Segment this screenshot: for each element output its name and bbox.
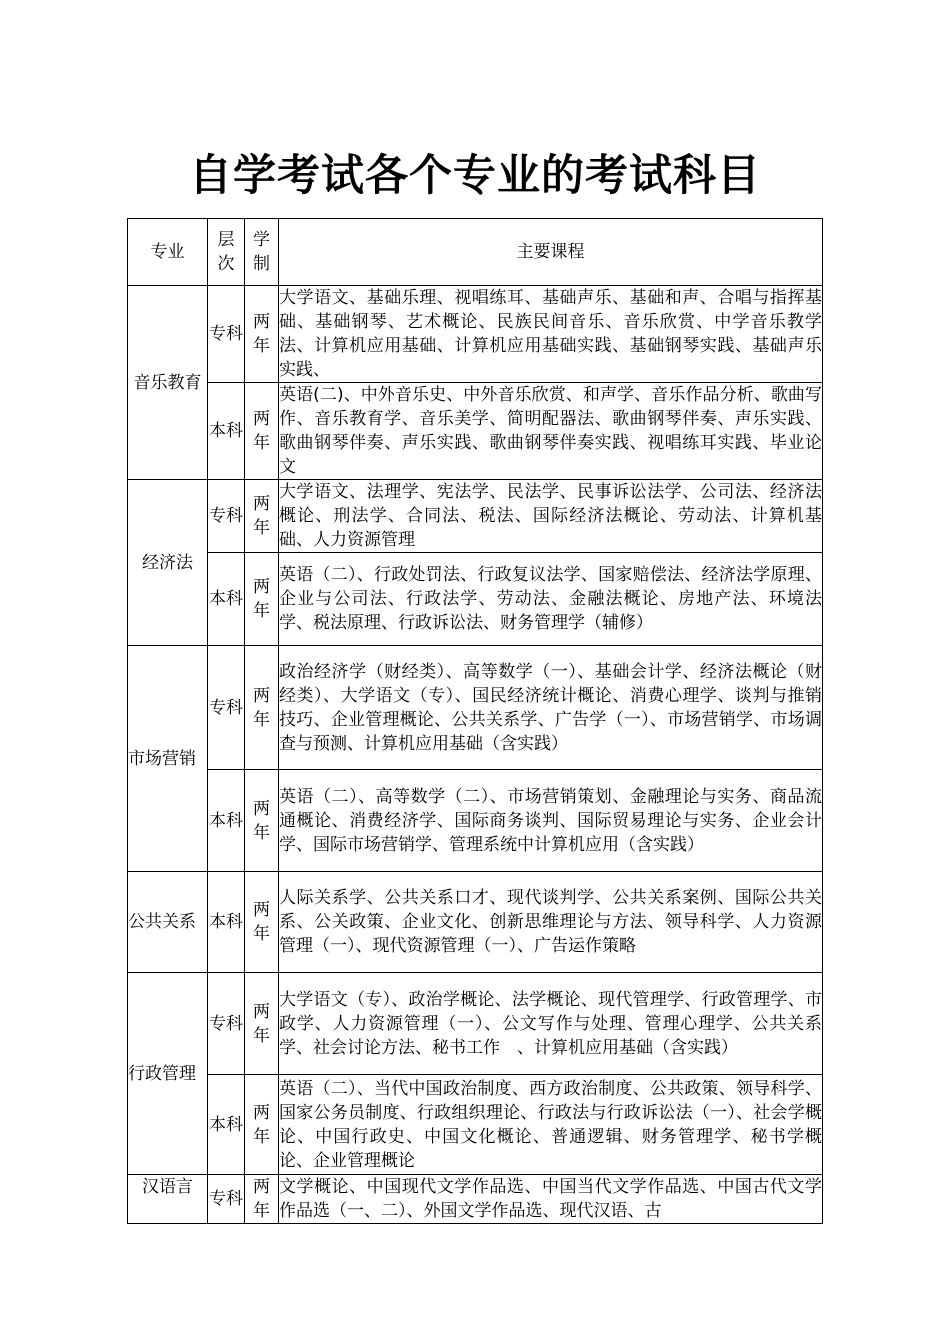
page-title: 自学考试各个专业的考试科目: [189, 151, 761, 201]
table-row: [128, 480, 823, 553]
table-row: [128, 553, 823, 646]
courses-cell: 英语(二)、中外音乐史、中外音乐欣赏、和声学、音乐作品分析、歌曲写作、音乐教育学、音乐美学、简明配器法、歌曲钢琴伴奏、声乐实践、歌曲钢琴伴奏、声乐实践、歌曲钢琴伴奏实践、视唱练耳实践、毕业论文: [279, 383, 823, 480]
level-cell: 专科: [208, 646, 245, 770]
table-row: [128, 286, 823, 383]
major-cell: 音乐教育: [128, 286, 208, 480]
level-cell: 专科: [208, 480, 245, 553]
duration-cell: 两年: [245, 973, 279, 1075]
table-row: [128, 1175, 823, 1224]
level-cell: 专科: [208, 286, 245, 383]
duration-cell: 两年: [245, 646, 279, 770]
table-row: [128, 646, 823, 770]
duration-cell: 两年: [245, 383, 279, 480]
header-level: 层 次: [208, 219, 245, 286]
major-cell: 市场营销: [128, 646, 208, 872]
courses-cell: 政治经济学（财经类）、高等数学（一）、基础会计学、经济法概论（财经类）、大学语文（专）、国民经济统计概论、消费心理学、谈判与推销技巧、企业管理概论、公共关系学、广告学（一）、市场营销学、市场调查与预测、计算机应用基础（含实践）: [279, 646, 823, 770]
courses-cell: 文学概论、中国现代文学作品选、中国当代文学作品选、中国古代文学作品选（一、二）、外国文学作品选、现代汉语、古: [279, 1175, 823, 1224]
header-major: 专业: [128, 219, 208, 286]
duration-cell: 两年: [245, 1175, 279, 1224]
level-cell: 本科: [208, 383, 245, 480]
duration-cell: 两年: [245, 286, 279, 383]
duration-cell: 两年: [245, 872, 279, 973]
courses-cell: 大学语文、基础乐理、视唱练耳、基础声乐、基础和声、合唱与指挥基础、基础钢琴、艺术概论、民族民间音乐、音乐欣赏、中学音乐教学法、计算机应用基础、计算机应用基础实践、基础钢琴实践、基础声乐实践、: [279, 286, 823, 383]
courses-cell: 人际关系学、公共关系口才、现代谈判学、公共关系案例、国际公共关系、公关政策、企业文化、创新思维理论与方法、领导科学、人力资源管理（一）、现代资源管理（一）、广告运作策略: [279, 872, 823, 973]
table-row: [128, 973, 823, 1075]
courses-cell: 英语（二）、行政处罚法、行政复议法学、国家赔偿法、经济法学原理、企业与公司法、行政法学、劳动法、金融法概论、房地产法、环境法学、税法原理、行政诉讼法、财务管理学（辅修）: [279, 553, 823, 646]
major-cell: 行政管理: [128, 973, 208, 1175]
level-cell: 专科: [208, 973, 245, 1075]
level-cell: 本科: [208, 553, 245, 646]
level-cell: 本科: [208, 770, 245, 872]
courses-cell: 大学语文（专）、政治学概论、法学概论、现代管理学、行政管理学、市政学、人力资源管理（一）、公文写作与处理、管理心理学、公共关系学、社会讨论方法、秘书工作 、计算机应用基础（含实践）: [279, 973, 823, 1075]
courses-cell: 英语（二）、高等数学（二）、市场营销策划、金融理论与实务、商品流通概论、消费经济学、国际商务谈判、国际贸易理论与实务、企业会计学、国际市场营销学、管理系统中计算机应用（含实践）: [279, 770, 823, 872]
courses-cell: 大学语文、法理学、宪法学、民法学、民事诉讼法学、公司法、经济法概论、刑法学、合同法、税法、国际经济法概论、劳动法、计算机基础、人力资源管理: [279, 480, 823, 553]
header-courses: 主要课程: [279, 219, 823, 286]
table-row: [128, 1075, 823, 1175]
table-row: [128, 383, 823, 480]
duration-cell: 两年: [245, 1075, 279, 1175]
level-cell: 本科: [208, 1075, 245, 1175]
table-row: [128, 770, 823, 872]
courses-cell: 英语（二）、当代中国政治制度、西方政治制度、公共政策、领导科学、国家公务员制度、行政组织理论、行政法与行政诉讼法（一）、社会学概论、中国行政史、中国文化概论、普通逻辑、财务管理学、秘书学概论、企业管理概论: [279, 1075, 823, 1175]
header-duration: 学 制: [245, 219, 279, 286]
duration-cell: 两年: [245, 480, 279, 553]
table-row: [128, 872, 823, 973]
duration-cell: 两年: [245, 553, 279, 646]
major-cell: 经济法: [128, 480, 208, 646]
major-cell: 公共关系: [128, 872, 208, 973]
course-table: [127, 218, 823, 1224]
major-cell: 汉语言: [128, 1175, 208, 1224]
table-header-row: [128, 219, 823, 286]
level-cell: 专科: [208, 1175, 245, 1224]
duration-cell: 两年: [245, 770, 279, 872]
level-cell: 本科: [208, 872, 245, 973]
